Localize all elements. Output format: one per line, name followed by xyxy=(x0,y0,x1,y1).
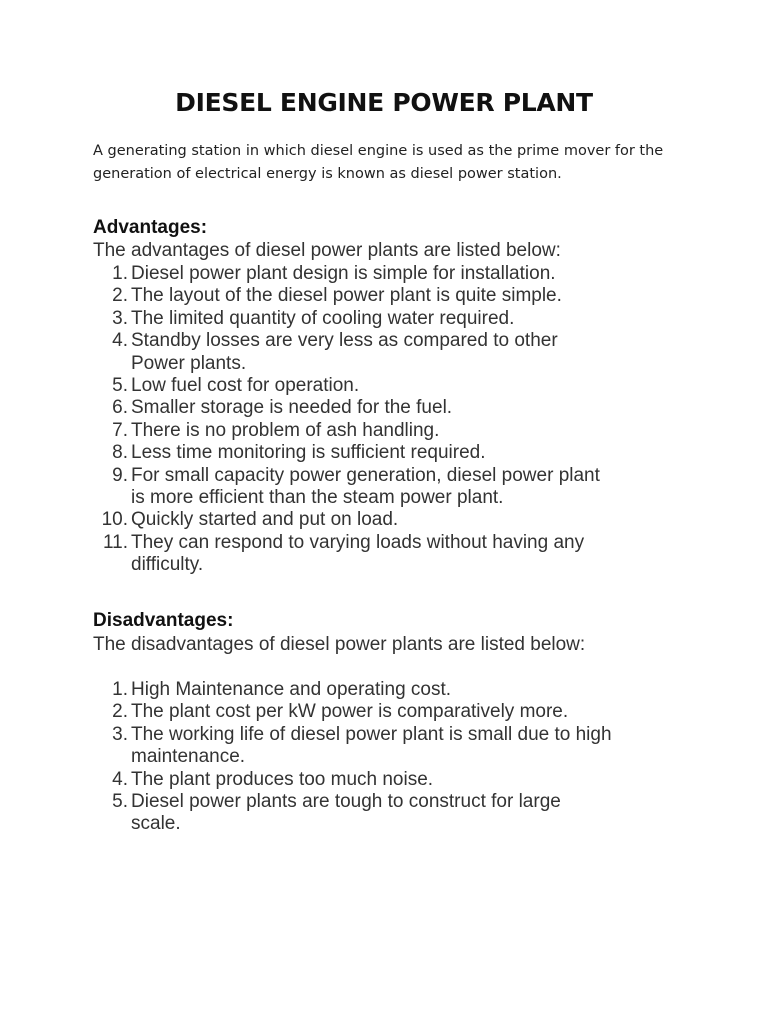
list-item-number: 3. xyxy=(112,307,128,329)
list-item-number: 2. xyxy=(112,701,128,723)
list-item-number: 1. xyxy=(112,679,128,700)
list-item-text: Quickly started and put on load. xyxy=(131,509,399,531)
list-item-text: Diesel power plants are tough to construct for large scale. xyxy=(131,791,561,835)
list-item xyxy=(0,724,768,769)
list-item-number: 8. xyxy=(112,442,128,464)
list-item-text: For small capacity power generation, diesel power plant is more efficient than the steam power plant. xyxy=(131,464,600,509)
list-item xyxy=(0,465,768,510)
list-item-number: 4. xyxy=(112,330,128,352)
list-item-number: 7. xyxy=(112,419,128,441)
list-item-text: The plant produces too much noise. xyxy=(131,768,434,790)
list-item xyxy=(0,375,768,397)
list-item xyxy=(0,679,768,701)
list-item xyxy=(0,285,768,307)
list-item-number: 9. xyxy=(112,464,128,486)
list-item xyxy=(0,263,768,285)
list-item-text: The layout of the diesel power plant is quite simple. xyxy=(131,285,562,307)
list-item-number: 3. xyxy=(112,723,128,745)
list-item xyxy=(0,532,768,577)
list-item-number: 10. xyxy=(101,509,128,531)
document-title: DIESEL ENGINE POWER PLANT xyxy=(175,88,593,117)
list-item xyxy=(0,701,768,723)
list-item-number: 5. xyxy=(112,375,128,397)
disadvantages-lead: The disadvantages of diesel power plants are listed below: xyxy=(93,634,586,655)
list-item xyxy=(0,769,768,791)
list-item-number: 4. xyxy=(112,768,128,790)
list-item-text: High Maintenance and operating cost. xyxy=(131,679,452,700)
list-item-text: Less time monitoring is sufficient required. xyxy=(131,442,486,464)
list-item-text: Low fuel cost for operation. xyxy=(131,375,360,397)
list-item xyxy=(0,442,768,464)
advantages-heading: Advantages: xyxy=(93,217,208,238)
list-item-text: The limited quantity of cooling water required. xyxy=(131,307,515,329)
list-item xyxy=(0,420,768,442)
list-item xyxy=(0,509,768,531)
list-item-text: Smaller storage is needed for the fuel. xyxy=(131,397,453,419)
list-item-text: They can respond to varying loads without having any difficulty. xyxy=(131,531,585,576)
list-item xyxy=(0,397,768,419)
list-item-text: The plant cost per kW power is comparatively more. xyxy=(131,701,569,723)
list-item xyxy=(0,791,768,836)
list-item-text: There is no problem of ash handling. xyxy=(131,419,440,441)
list-item-number: 11. xyxy=(102,531,128,553)
list-item-number: 6. xyxy=(112,397,128,419)
list-item-number: 1. xyxy=(112,263,128,284)
disadvantages-heading: Disadvantages: xyxy=(93,610,234,631)
list-item-number: 2. xyxy=(112,285,128,307)
list-item-text: The working life of diesel power plant is small due to high maintenance. xyxy=(131,723,612,768)
advantages-list xyxy=(0,263,768,577)
advantages-lead: The advantages of diesel power plants are listed below: xyxy=(93,240,561,261)
disadvantages-list xyxy=(0,679,768,836)
list-item xyxy=(0,330,768,375)
list-item-text: Diesel power plant design is simple for installation. xyxy=(131,263,556,284)
list-item-text: Standby losses are very less as compared to other Power plants. xyxy=(131,330,558,374)
intro-paragraph: A generating station in which diesel engine is used as the prime mover for the generation of electrical energy is known as diesel power station. xyxy=(93,143,664,182)
list-item-number: 5. xyxy=(112,791,128,813)
list-item xyxy=(0,308,768,330)
